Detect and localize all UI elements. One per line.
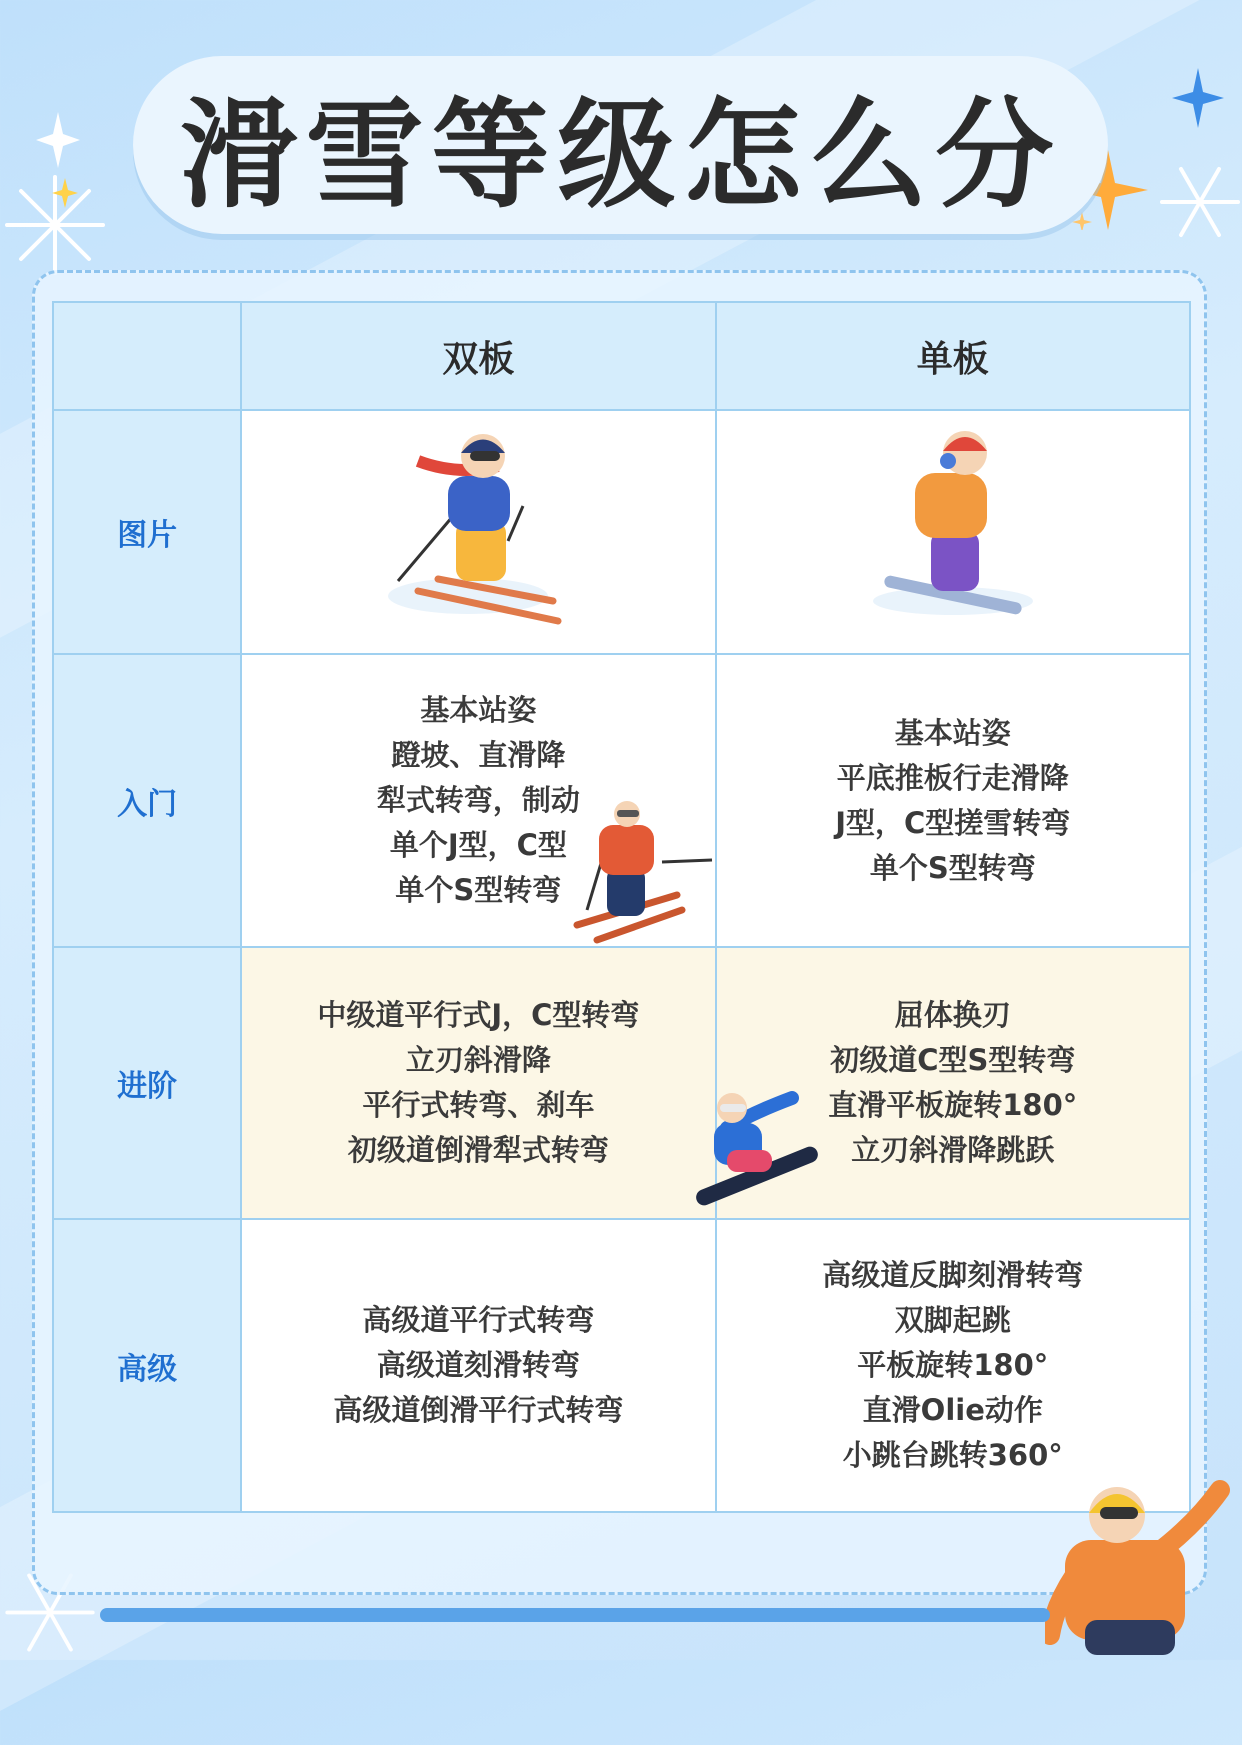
snowflake-icon xyxy=(1158,160,1242,244)
snowboard-beginner-cell xyxy=(716,654,1190,947)
ski-column-header: 双板 xyxy=(241,302,715,410)
skill-item: 单个S型转弯 xyxy=(395,873,562,907)
skier-illustration xyxy=(378,421,578,631)
row-label: 入门 xyxy=(53,654,241,947)
snowboard-intermediate-cell xyxy=(716,947,1190,1219)
table-row xyxy=(53,947,1190,1219)
ski-image-cell xyxy=(241,410,715,654)
skill-item: 直滑Olie动作 xyxy=(862,1393,1043,1427)
snowboarder-illustration xyxy=(853,421,1053,631)
row-label: 高级 xyxy=(53,1219,241,1512)
skier-illustration xyxy=(567,800,717,945)
skill-item: 立刃斜滑降跳跃 xyxy=(851,1133,1055,1167)
table-row xyxy=(53,654,1190,947)
blue-star-icon xyxy=(1172,68,1224,128)
yellow-sparkle-icon xyxy=(52,178,78,208)
skill-item: 高级道平行式转弯 xyxy=(362,1303,595,1337)
skill-item: J型，C型搓雪转弯 xyxy=(835,805,1071,840)
skill-item: 高级道倒滑平行式转弯 xyxy=(333,1393,624,1427)
level-table xyxy=(52,301,1191,1513)
skill-item: 平底推板行走滑降 xyxy=(836,760,1069,795)
title-banner xyxy=(133,56,1108,234)
skill-item: 平行式转弯、刹车 xyxy=(362,1088,595,1122)
skill-item: 高级道反脚刻滑转弯 xyxy=(822,1258,1084,1292)
sparkle-icon xyxy=(36,112,80,168)
skill-item: 初级道倒滑犁式转弯 xyxy=(347,1133,609,1167)
table-row xyxy=(53,1219,1190,1512)
row-label: 进阶 xyxy=(53,947,241,1219)
bottom-accent-bar xyxy=(100,1608,1050,1622)
skill-item: 小跳台跳转360° xyxy=(842,1438,1063,1472)
skill-item: 单个J型，C型 xyxy=(389,828,567,862)
skill-item: 双脚起跳 xyxy=(894,1303,1011,1337)
table-header-row xyxy=(53,302,1190,410)
skill-item: 屈体换刃 xyxy=(894,998,1011,1032)
table-row xyxy=(53,410,1190,654)
snowboarder-illustration xyxy=(1045,1445,1235,1655)
skill-item: 立刃斜滑降 xyxy=(405,1043,551,1077)
skill-item: 单个S型转弯 xyxy=(869,850,1036,885)
skill-item: 基本站姿 xyxy=(894,715,1011,750)
corner-header xyxy=(53,302,241,410)
page-title: 滑雪等级怎么分 xyxy=(179,86,1062,224)
snowboard-image-cell xyxy=(716,410,1190,654)
skill-item: 初级道C型S型转弯 xyxy=(830,1043,1076,1077)
ski-beginner-cell xyxy=(241,654,715,947)
skill-item: 犁式转弯，制动 xyxy=(376,783,580,817)
snowboarder-jump-illustration xyxy=(692,1088,827,1208)
skill-item: 蹬坡、直滑降 xyxy=(391,738,566,772)
ski-advanced-cell xyxy=(241,1219,715,1512)
skill-item: 基本站姿 xyxy=(420,693,537,727)
row-label: 图片 xyxy=(53,410,241,654)
snowboard-column-header: 单板 xyxy=(716,302,1190,410)
skill-item: 高级道刻滑转弯 xyxy=(376,1348,580,1382)
skill-item: 直滑平板旋转180° xyxy=(828,1088,1078,1122)
skill-item: 中级道平行式J，C型转弯 xyxy=(317,998,640,1032)
skill-item: 平板旋转180° xyxy=(857,1348,1049,1382)
ski-intermediate-cell xyxy=(241,947,715,1219)
